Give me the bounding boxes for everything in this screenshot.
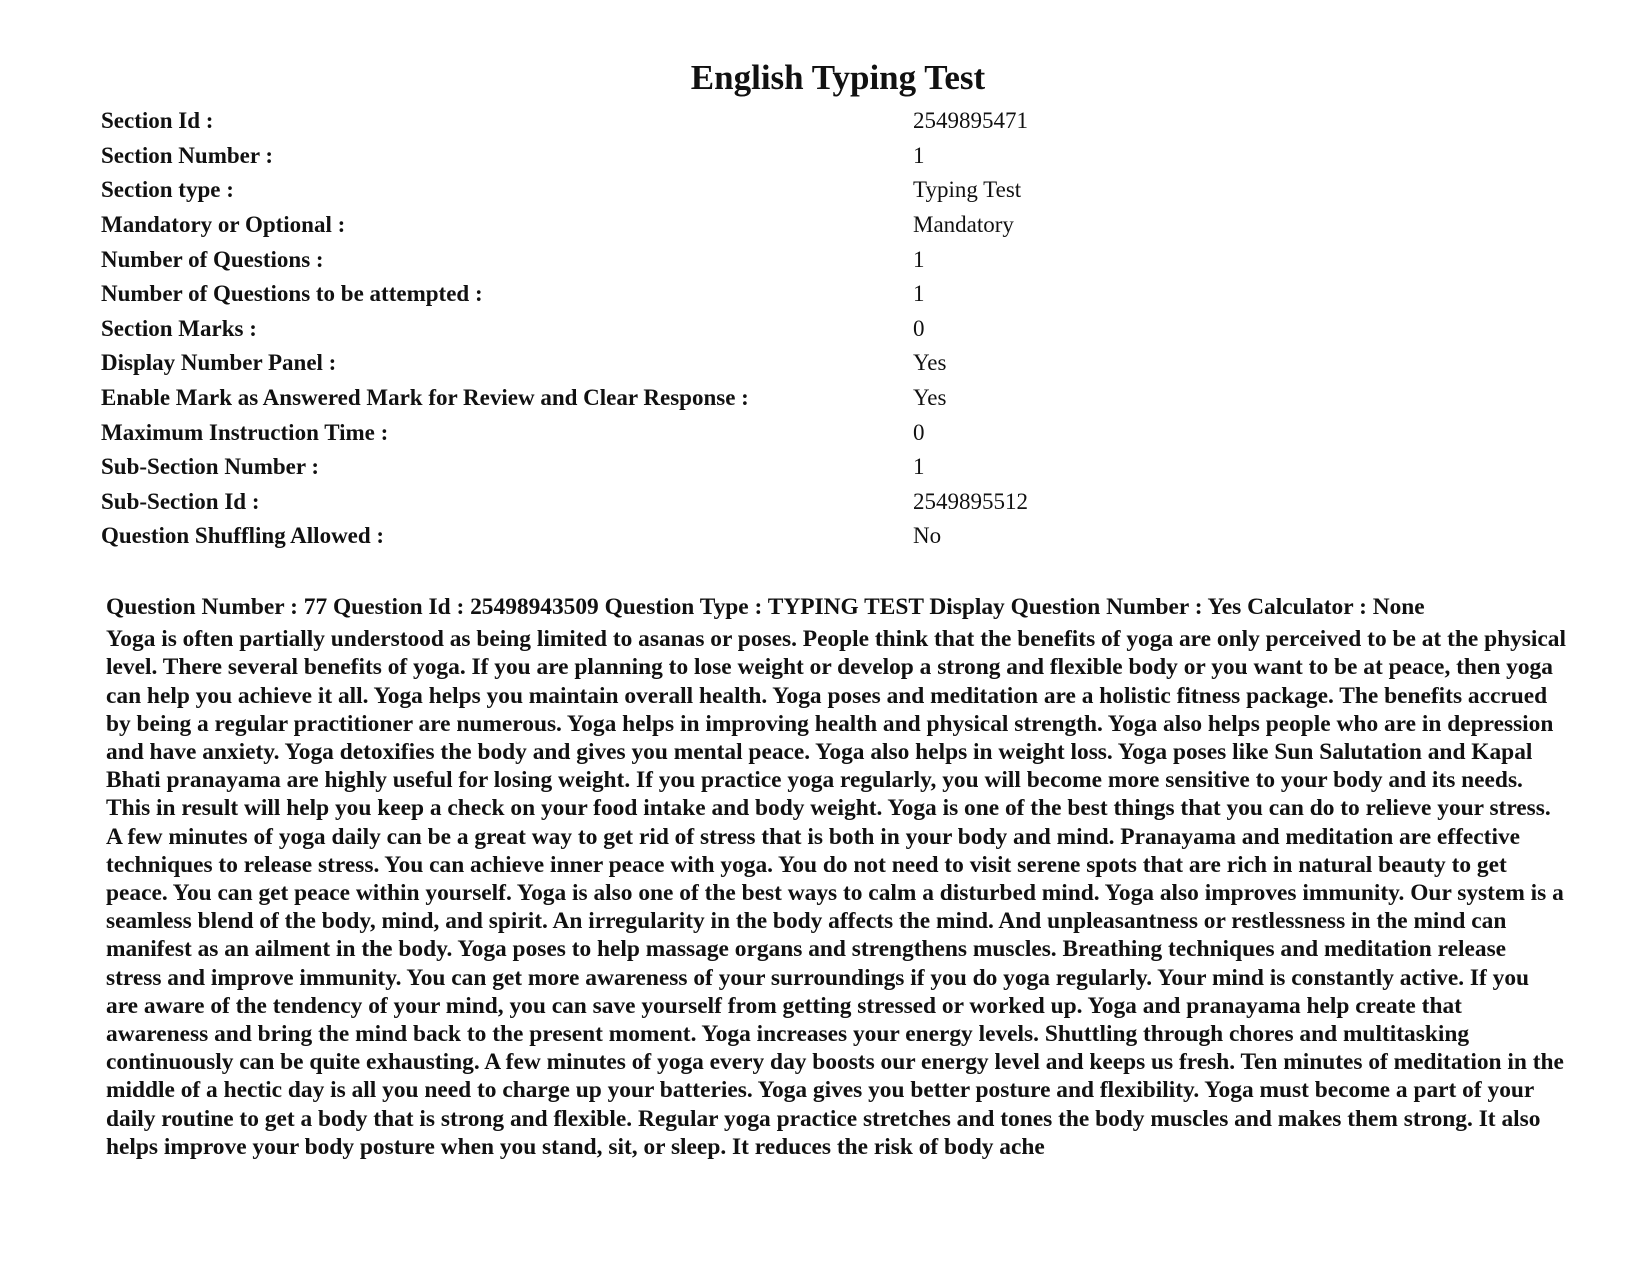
- info-row: [101, 346, 1028, 381]
- info-value-section-id: 2549895471: [913, 108, 1028, 134]
- info-label-questions-to-attempt: Number of Questions to be attempted :: [101, 281, 483, 307]
- info-row: [101, 381, 1028, 416]
- info-value-sub-section-id: 2549895512: [913, 488, 1028, 514]
- info-value-number-of-questions: 1: [913, 246, 925, 272]
- info-row: [101, 104, 1028, 139]
- info-label-section-type: Section type :: [101, 177, 234, 203]
- info-row: [101, 415, 1028, 450]
- info-label-enable-mark-answered: Enable Mark as Answered Mark for Review and Clear Response :: [101, 385, 749, 411]
- question-passage: Yoga is often partially understood as being limited to asanas or poses. People think that the benefits of yoga are only perceived to be at the physical level. There several benefits of yoga. If you are planning to lose weight or develop a strong and flexible body or you want to be at peace, then yoga can help you achieve it all. Yoga helps you maintain overall health. Yoga poses and meditation are a holistic fitness package. The benefits accrued by being a regular practitioner are numerous. Yoga helps in improving health and physical strength. Yoga also helps people who are in depression and have anxiety. Yoga detoxifies the body and gives you mental peace. Yoga also helps in weight loss. Yoga poses like Sun Salutation and Kapal Bhati pranayama are highly useful for losing weight. If you practice yoga regularly, you will become more sensitive to your body and its needs. This in result will help you keep a check on your food intake and body weight. Yoga is one of the best things that you can do to relieve your stress. A few minutes of yoga daily can be a great way to get rid of stress that is both in your body and mind. Pranayama and meditation are effective techniques to release stress. You can achieve inner peace with yoga. You do not need to visit serene spots that are rich in natural beauty to get peace. You can get peace within yourself. Yoga is also one of the best ways to calm a disturbed mind. Yoga also improves immunity. Our system is a seamless blend of the body, mind, and spirit. An irregularity in the body affects the mind. And unpleasantness or restlessness in the mind can manifest as an ailment in the body. Yoga poses to help massage organs and strengthens muscles. Breathing techniques and meditation release stress and improve immunity. You can get more awareness of your surroundings if you do yoga regularly. Your mind is constantly active. If you are aware of the tendency of your mind, you can save yourself from getting stressed or worked up. Yoga and pranayama help create that awareness and bring the mind back to the present moment. Yoga increases your energy levels. Shuttling through chores and multitasking continuously can be quite exhausting. A few minutes of yoga every day boosts our energy level and keeps us fresh. Ten minutes of meditation in the middle of a hectic day is all you need to charge up your batteries. Yoga gives you better posture and flexibility. Yoga must become a part of your daily routine to get a body that is strong and flexible. Regular yoga practice stretches and tones the body muscles and makes them strong. It also helps improve your body posture when you stand, sit, or sleep. It reduces the risk of body ache: [106, 626, 1566, 1160]
- info-value-section-marks: 0: [913, 315, 925, 341]
- info-value-mandatory-optional: Mandatory: [913, 212, 1014, 238]
- question-meta: Question Number : 77 Question Id : 25498943509 Question Type : TYPING TEST Display Question Number : Yes Calculator : None: [106, 594, 1425, 620]
- info-row: [101, 450, 1028, 485]
- info-row: [101, 485, 1028, 520]
- info-value-max-instruction-time: 0: [913, 419, 925, 445]
- info-label-sub-section-number: Sub-Section Number :: [101, 454, 320, 480]
- info-value-section-number: 1: [913, 142, 925, 168]
- question-block: [106, 593, 1566, 1161]
- info-row: [101, 173, 1028, 208]
- info-value-section-type: Typing Test: [913, 177, 1022, 203]
- info-label-display-number-panel: Display Number Panel :: [101, 350, 337, 376]
- info-row: [101, 277, 1028, 312]
- info-label-sub-section-id: Sub-Section Id :: [101, 488, 260, 514]
- info-value-enable-mark-answered: Yes: [913, 385, 947, 411]
- info-row: [101, 208, 1028, 243]
- info-row: [101, 519, 1028, 554]
- info-row: [101, 242, 1028, 277]
- section-info-table: [101, 104, 1028, 554]
- info-label-question-shuffling: Question Shuffling Allowed :: [101, 523, 385, 549]
- info-label-mandatory-optional: Mandatory or Optional :: [101, 212, 346, 238]
- info-value-sub-section-number: 1: [913, 454, 925, 480]
- info-value-display-number-panel: Yes: [913, 350, 947, 376]
- info-value-question-shuffling: No: [913, 523, 942, 549]
- info-row: [101, 139, 1028, 174]
- info-row: [101, 312, 1028, 347]
- info-label-section-number: Section Number :: [101, 142, 274, 168]
- info-label-section-marks: Section Marks :: [101, 315, 257, 341]
- info-label-number-of-questions: Number of Questions :: [101, 246, 324, 272]
- page-title: English Typing Test: [690, 58, 986, 97]
- info-label-max-instruction-time: Maximum Instruction Time :: [101, 419, 389, 445]
- info-value-questions-to-attempt: 1: [913, 281, 925, 307]
- info-label-section-id: Section Id :: [101, 108, 214, 134]
